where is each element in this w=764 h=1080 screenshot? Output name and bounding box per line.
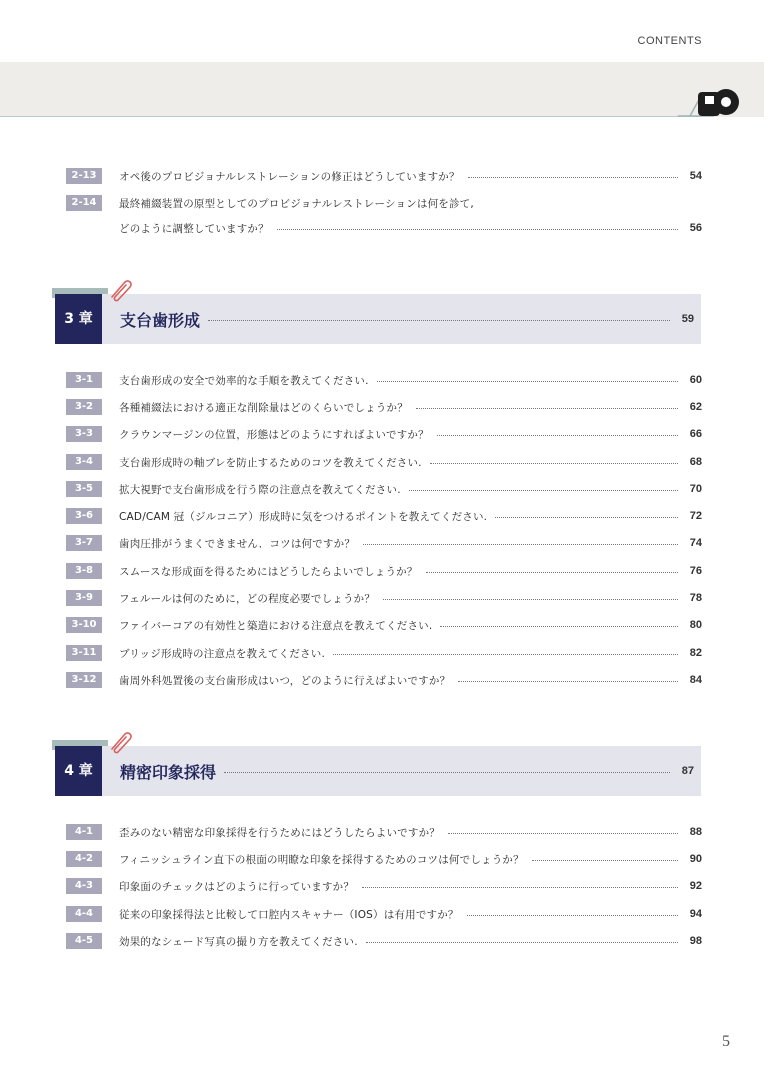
- entry-title: 印象面のチェックはどのように行っていますか？: [119, 880, 355, 893]
- dot-leader: [437, 435, 678, 436]
- entry-number-badge: 3-2: [66, 399, 102, 415]
- entry-title-continued: どのように調整していますか？: [119, 222, 269, 235]
- toc-entry-3-9[interactable]: [66, 588, 702, 608]
- entry-page-number: 66: [689, 428, 702, 440]
- entry-title: 歪みのない精密な印象採得を行うためにはどうしたらよいですか？: [119, 826, 440, 839]
- entry-page-number: 92: [689, 880, 702, 892]
- entry-number-badge: 4-4: [66, 906, 102, 922]
- entry-page-number: 54: [689, 170, 702, 182]
- entry-number-badge: 3-1: [66, 372, 102, 388]
- dot-leader: [224, 772, 670, 773]
- toc-entry-4-3[interactable]: [66, 876, 702, 896]
- entry-page-number: 88: [689, 826, 702, 838]
- toc-entry-3-8[interactable]: [66, 561, 702, 581]
- toc-entry-3-10[interactable]: [66, 615, 702, 635]
- entry-title: クラウンマージンの位置，形態はどのようにすればよいですか？: [119, 428, 429, 441]
- toc-entry-4-5[interactable]: [66, 931, 702, 951]
- entry-number-badge: 3-12: [66, 672, 102, 688]
- chapter-label: 4 章: [55, 746, 102, 796]
- entry-title: フェルールは何のために，どの程度必要でしょうか？: [119, 592, 376, 605]
- entry-number-badge: 4-2: [66, 851, 102, 867]
- dot-leader: [495, 517, 678, 518]
- entry-page-number: 70: [689, 483, 702, 495]
- toc-entry-2-13[interactable]: [66, 166, 702, 186]
- toc-entry-3-6[interactable]: [66, 506, 702, 526]
- entry-number-badge: 3-8: [66, 563, 102, 579]
- section-header-label: CONTENTS: [637, 35, 702, 47]
- dot-leader: [409, 490, 678, 491]
- entry-number-badge: 2-13: [66, 168, 102, 184]
- toc-entry-2-14[interactable]: [66, 193, 702, 213]
- chapter-heading[interactable]: [120, 294, 694, 344]
- entry-title: CAD/CAM 冠（ジルコニア）形成時に気をつけるポイントを教えてください.: [119, 510, 488, 523]
- entry-page-number: 56: [689, 222, 702, 234]
- toc-entry-3-2[interactable]: [66, 397, 702, 417]
- toc-entry-3-3[interactable]: [66, 424, 702, 444]
- dot-leader: [362, 887, 678, 888]
- toc-entry-4-2[interactable]: [66, 849, 702, 869]
- entry-title: オペ後のプロビジョナルレストレーションの修正はどうしていますか？: [119, 170, 460, 183]
- entry-page-number: 98: [689, 935, 702, 947]
- entry-page-number: 74: [689, 537, 702, 549]
- entry-number-badge: 3-7: [66, 535, 102, 551]
- entry-number-badge: 3-9: [66, 590, 102, 606]
- entry-page-number: 68: [689, 456, 702, 468]
- dot-leader: [426, 572, 678, 573]
- entry-page-number: 62: [689, 401, 702, 413]
- entry-title: 歯肉圧排がうまくできません．コツは何ですか？: [119, 537, 356, 550]
- dot-leader: [467, 915, 678, 916]
- entry-number-badge: 3-3: [66, 426, 102, 442]
- dot-leader: [363, 544, 678, 545]
- toc-entry-3-12[interactable]: [66, 670, 702, 690]
- toc-entry-3-1[interactable]: [66, 370, 702, 390]
- dot-leader: [458, 681, 678, 682]
- header-band: [0, 62, 764, 117]
- toc-entry-4-4[interactable]: [66, 904, 702, 924]
- entry-title: 支台歯形成の安全で効率的な手順を教えてください.: [119, 374, 369, 387]
- entry-number-badge: 3-10: [66, 617, 102, 633]
- dot-leader: [440, 626, 678, 627]
- entry-page-number: 72: [689, 510, 702, 522]
- dot-leader: [532, 860, 678, 861]
- toc-entry-2-14-continued[interactable]: [66, 218, 702, 238]
- entry-title: ファイバーコアの有効性と築造における注意点を教えてください.: [119, 619, 433, 632]
- entry-title: 従来の印象採得法と比較して口腔内スキャナー（IOS）は有用ですか？: [119, 908, 459, 921]
- entry-title: 最終補綴装置の原型としてのプロビジョナルレストレーションは何を診て,: [119, 197, 474, 210]
- header-logo-icon: [676, 82, 748, 122]
- entry-page-number: 82: [689, 647, 702, 659]
- dot-leader: [377, 381, 678, 382]
- page-number: 5: [722, 1033, 730, 1050]
- entry-title: 支台歯形成時の軸ブレを防止するためのコツを教えてください.: [119, 456, 422, 469]
- chapter-label: 3 章: [55, 294, 102, 344]
- entry-number-badge: 3-5: [66, 481, 102, 497]
- toc-entry-3-7[interactable]: [66, 533, 702, 553]
- chapter-page-number: 87: [681, 765, 694, 777]
- entry-page-number: 78: [689, 592, 702, 604]
- entry-number-badge: 3-4: [66, 454, 102, 470]
- dot-leader: [468, 177, 678, 178]
- chapter-title: 精密印象採得: [120, 762, 217, 782]
- entry-page-number: 60: [689, 374, 702, 386]
- entry-number-badge: 3-6: [66, 508, 102, 524]
- entry-page-number: 90: [689, 853, 702, 865]
- dot-leader: [416, 408, 678, 409]
- entry-title: 各種補綴法における適正な削除量はどのくらいでしょうか？: [119, 401, 408, 414]
- entry-title: スムースな形成面を得るためにはどうしたらよいでしょうか？: [119, 565, 418, 578]
- chapter-title: 支台歯形成: [120, 310, 201, 330]
- dot-leader: [448, 833, 678, 834]
- toc-entry-4-1[interactable]: [66, 822, 702, 842]
- entry-page-number: 84: [689, 674, 702, 686]
- entry-number-badge: 4-3: [66, 878, 102, 894]
- toc-entry-3-5[interactable]: [66, 479, 702, 499]
- entry-number-badge: 2-14: [66, 195, 102, 211]
- entry-title: 効果的なシェード写真の撮り方を教えてください.: [119, 935, 358, 948]
- chapter-page-number: 59: [681, 313, 694, 325]
- dot-leader: [208, 320, 670, 321]
- entry-title: 歯周外科処置後の支台歯形成はいつ，どのように行えばよいですか？: [119, 674, 451, 687]
- entry-title: ブリッジ形成時の注意点を教えてください.: [119, 647, 325, 660]
- entry-number-badge: 3-11: [66, 645, 102, 661]
- toc-entry-3-4[interactable]: [66, 452, 702, 472]
- entry-title: 拡大視野で支台歯形成を行う際の注意点を教えてください.: [119, 483, 401, 496]
- entry-title: フィニッシュライン直下の根面の明瞭な印象を採得するためのコツは何でしょうか？: [119, 853, 524, 866]
- dot-leader: [366, 942, 678, 943]
- dot-leader: [277, 229, 678, 230]
- entry-number-badge: 4-1: [66, 824, 102, 840]
- entry-page-number: 80: [689, 619, 702, 631]
- entry-page-number: 94: [689, 908, 702, 920]
- chapter-heading[interactable]: [120, 746, 694, 796]
- entry-page-number: 76: [689, 565, 702, 577]
- entry-number-badge: 4-5: [66, 933, 102, 949]
- dot-leader: [383, 599, 678, 600]
- dot-leader: [430, 463, 678, 464]
- header-rule: [0, 116, 700, 117]
- dot-leader: [333, 654, 678, 655]
- toc-entry-3-11[interactable]: [66, 643, 702, 663]
